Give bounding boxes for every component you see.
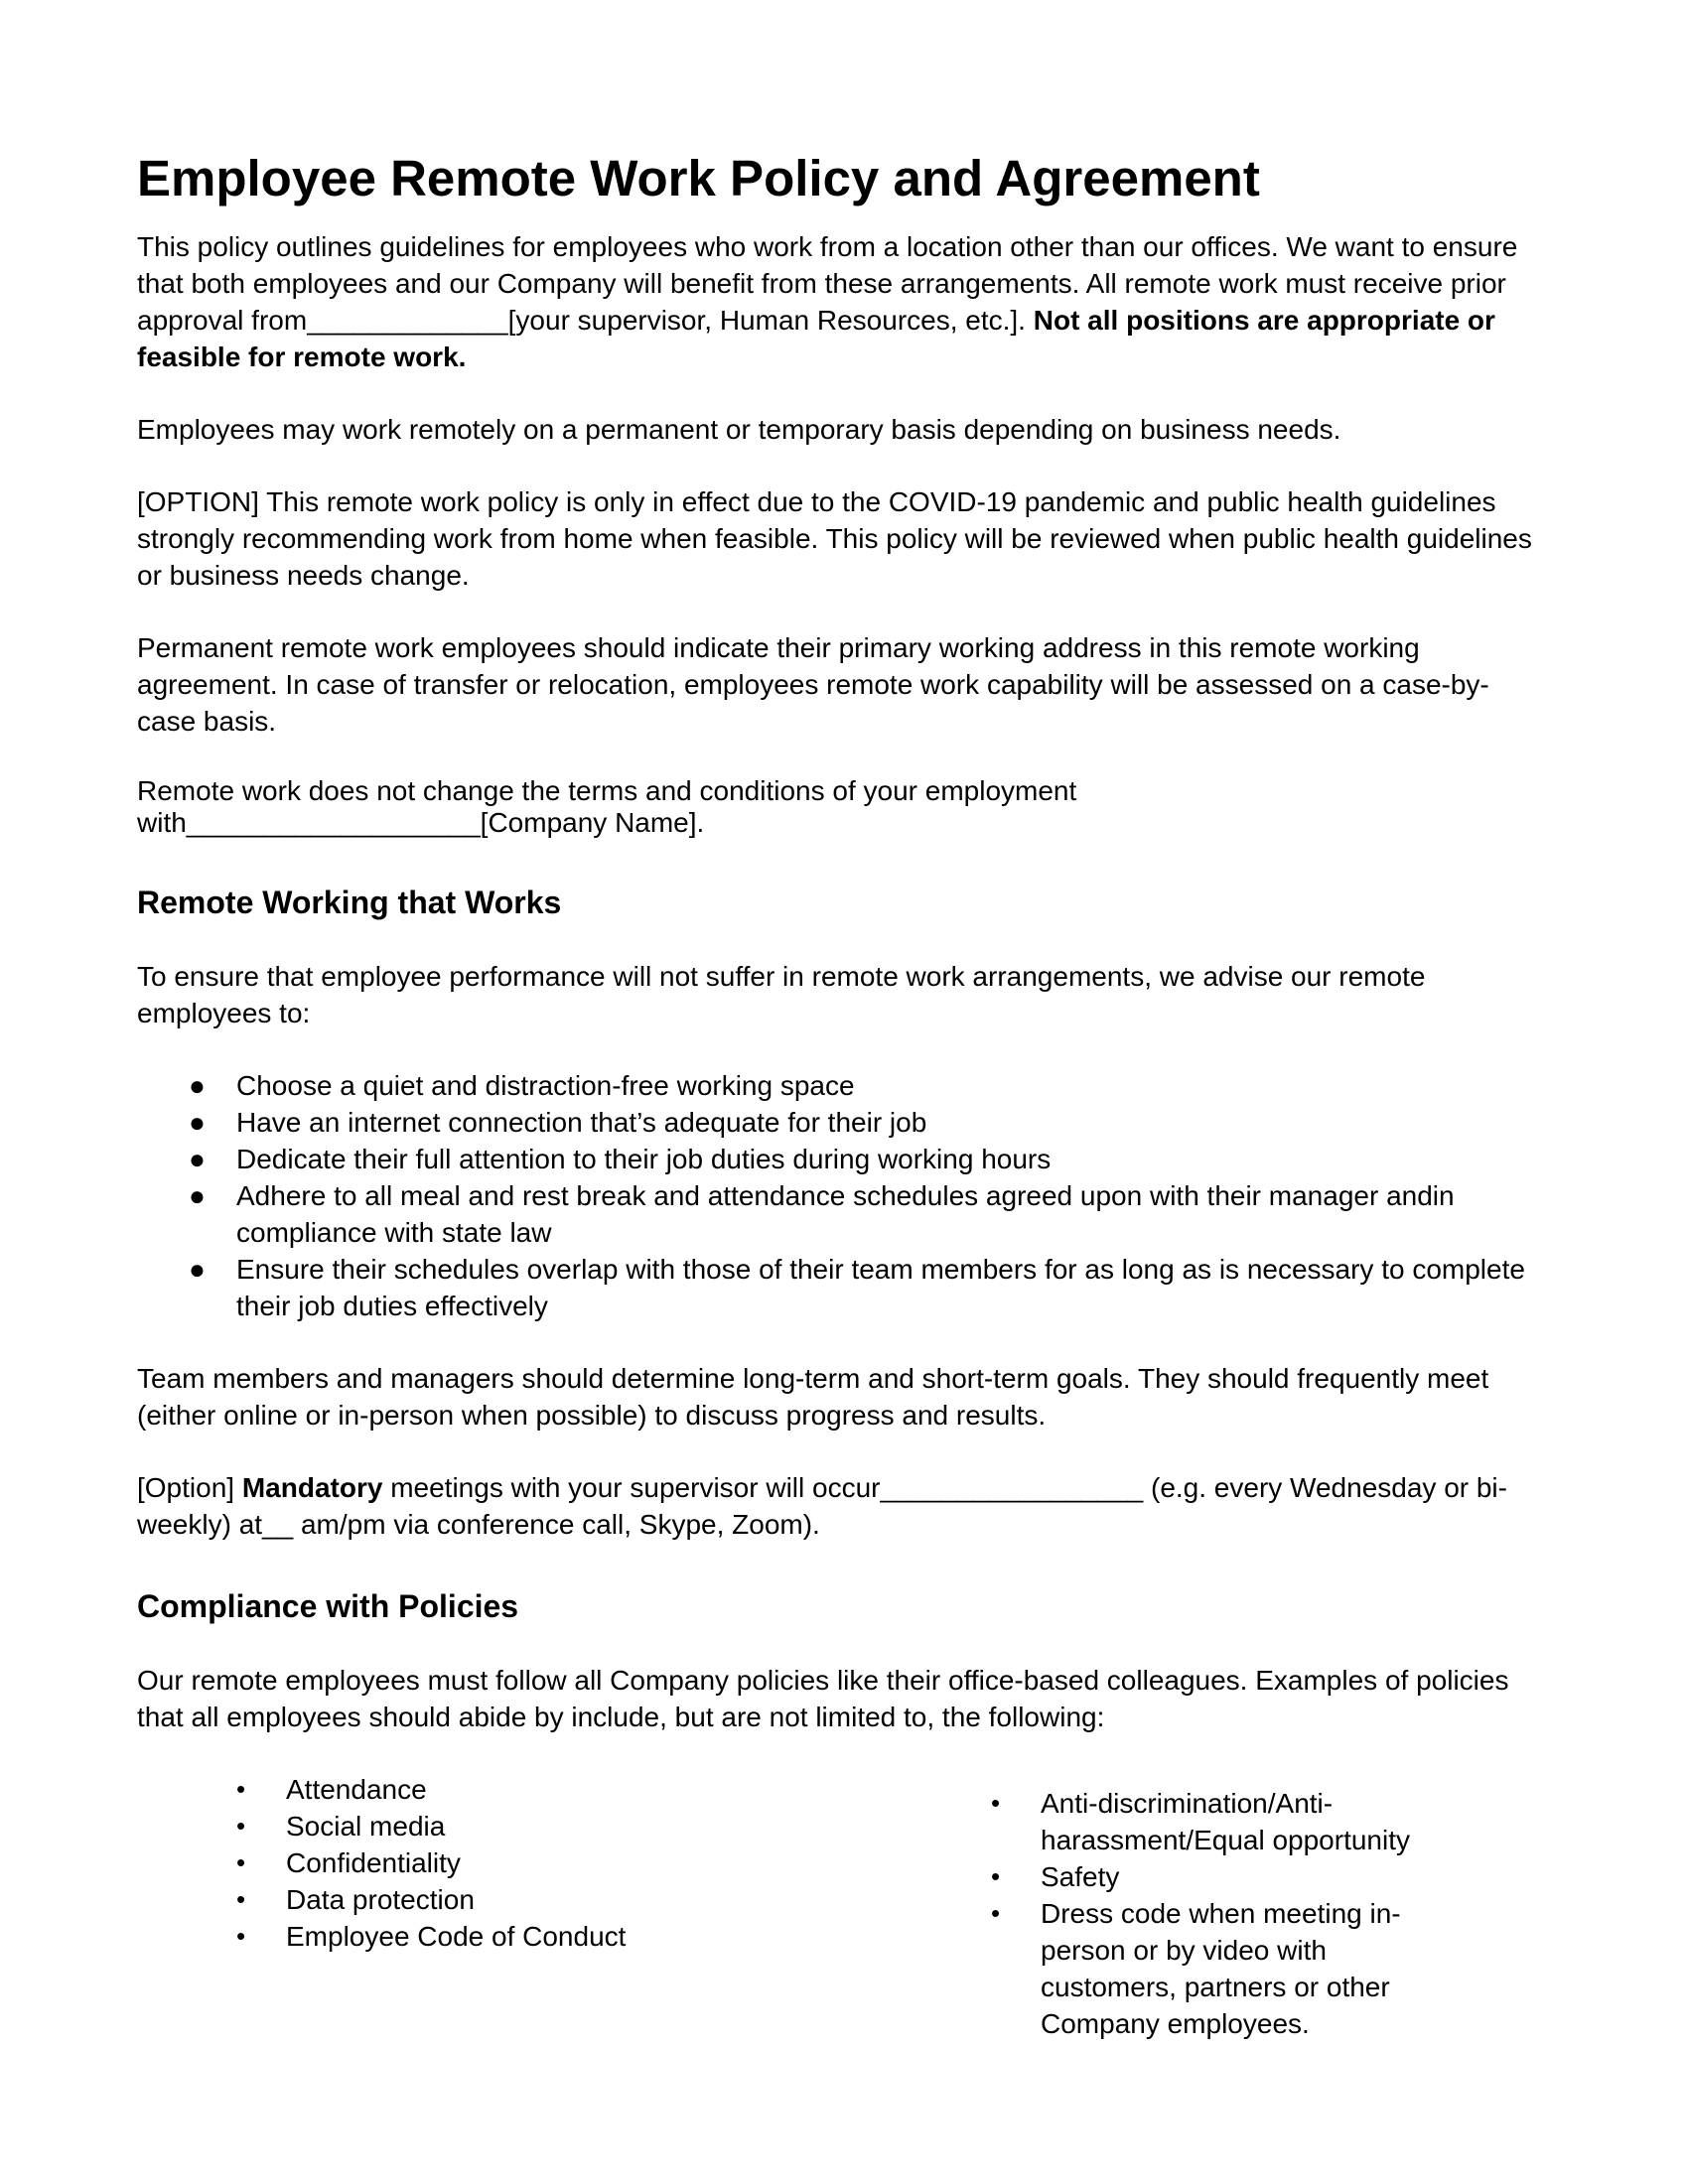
intro-bold-note: Not all positions are appropriate or feasible for remote work. — [137, 305, 1495, 372]
list-item-text: Safety — [1041, 1861, 1120, 1892]
list-item-text: Dress code when meeting in-person or by video with customers, partners or other Company employees. — [1041, 1898, 1401, 2039]
list-item — [137, 1141, 1547, 1177]
list-item-text: Data protection — [286, 1884, 475, 1915]
meetings-blank: _________________ — [880, 1472, 1144, 1503]
section-heading-remote-working: Remote Working that Works — [137, 885, 562, 920]
list-item-text: Dedicate their full attention to their job duties during working hours — [236, 1144, 1052, 1174]
bullet-icon: • — [991, 1898, 1001, 1928]
bullet-icon: • — [991, 1861, 1001, 1891]
list-item-text: Attendance — [286, 1774, 427, 1805]
list-item — [991, 1785, 1458, 1858]
bullet-icon: ● — [189, 1254, 206, 1285]
bullet-icon: ● — [189, 1107, 206, 1138]
meetings-prefix: [Option] — [137, 1472, 242, 1503]
policy-list-left — [236, 1771, 733, 1955]
list-item — [137, 1177, 1547, 1251]
list-item — [236, 1771, 733, 1808]
list-item — [991, 1858, 1458, 1895]
list-item — [137, 1251, 1547, 1324]
list-item — [137, 1104, 1547, 1141]
list-item — [236, 1808, 733, 1844]
list-item-text: Anti-discrimination/Anti-harassment/Equal opportunity — [1041, 1788, 1410, 1855]
list-item — [137, 1067, 1547, 1104]
meetings-text: meetings with your supervisor will occur — [382, 1472, 881, 1503]
bullet-icon: • — [236, 1921, 246, 1951]
covid-option-paragraph: [OPTION] This remote work policy is only in effect due to the COVID-19 pandemic and public health guidelines strongly recommending work from home when feasible. This policy will be reviewed when public health guidelines or business needs change. — [137, 486, 1532, 591]
basis-paragraph: Employees may work remotely on a permanent or temporary basis depending on business needs. — [137, 414, 1341, 445]
list-item-text: Employee Code of Conduct — [286, 1921, 627, 1952]
bullet-icon: ● — [189, 1144, 206, 1174]
compliance-intro: Our remote employees must follow all Company policies like their office-based colleagues. Examples of policies that all employees should abide by include, but are not limited to, the following: — [137, 1665, 1509, 1732]
list-item — [991, 1895, 1458, 2042]
approver-blank: _____________ — [307, 305, 508, 336]
meetings-hint: (e.g. every Wednesday or bi- weekly) at__ am/pm via conference call, Skype, Zoom). — [137, 1472, 1507, 1540]
policy-columns — [137, 1771, 1547, 2039]
meetings-bold: Mandatory — [241, 1472, 383, 1503]
list-item-text: Adhere to all meal and rest break and attendance schedules agreed upon with their manager andin compliance with state law — [236, 1180, 1455, 1248]
bullet-icon: • — [991, 1788, 1001, 1818]
list-item — [236, 1844, 733, 1881]
remote-working-intro: To ensure that employee performance will not suffer in remote work arrangements, we advise our remote employees to: — [137, 961, 1426, 1028]
company-blank: ___________________ — [186, 807, 481, 838]
list-item-text: Ensure their schedules overlap with those of their team members for as long as is necessary to complete their job duties effectively — [236, 1254, 1525, 1321]
advice-list — [137, 1067, 1547, 1324]
intro-paragraph — [137, 228, 1547, 375]
bullet-icon: ● — [189, 1180, 206, 1211]
list-item-text: Social media — [286, 1811, 446, 1842]
list-item-text: Confidentiality — [286, 1847, 461, 1878]
meetings-paragraph — [137, 1469, 1547, 1543]
list-item-text: Have an internet connection that’s adequate for their job — [236, 1107, 927, 1138]
document-title: Employee Remote Work Policy and Agreement — [137, 150, 1260, 206]
goals-paragraph: Team members and managers should determine long-term and short-term goals. They should frequently meet (either online or in-person when possible) to discuss progress and results. — [137, 1363, 1489, 1431]
bullet-icon: • — [236, 1884, 246, 1914]
list-item — [236, 1881, 733, 1918]
terms-text: Remote work does not change the terms and conditions of your employment with — [137, 775, 1077, 838]
list-item — [236, 1918, 733, 1955]
bullet-icon: ● — [189, 1070, 206, 1101]
policy-list-right — [991, 1785, 1458, 2042]
terms-paragraph — [137, 775, 1547, 839]
bullet-icon: • — [236, 1774, 246, 1804]
permanent-paragraph: Permanent remote work employees should indicate their primary working address in this remote working agreement. In case of transfer or relocation, employees remote work capability will be assessed on a case-by-case basis. — [137, 632, 1489, 737]
intro-text: This policy outlines guidelines for employees who work from a location other than our offices. We want to ensure that both employees and our Company will benefit from these arrangements. All remote work must receive prior approval from — [137, 231, 1518, 336]
bullet-icon: • — [236, 1811, 246, 1841]
section-heading-compliance: Compliance with Policies — [137, 1588, 519, 1624]
bullet-icon: • — [236, 1847, 246, 1877]
approver-hint: [your supervisor, Human Resources, etc.]. — [507, 305, 1034, 336]
list-item-text: Choose a quiet and distraction-free working space — [236, 1070, 855, 1101]
document-page — [137, 149, 1547, 2039]
company-hint: [Company Name]. — [480, 807, 705, 838]
